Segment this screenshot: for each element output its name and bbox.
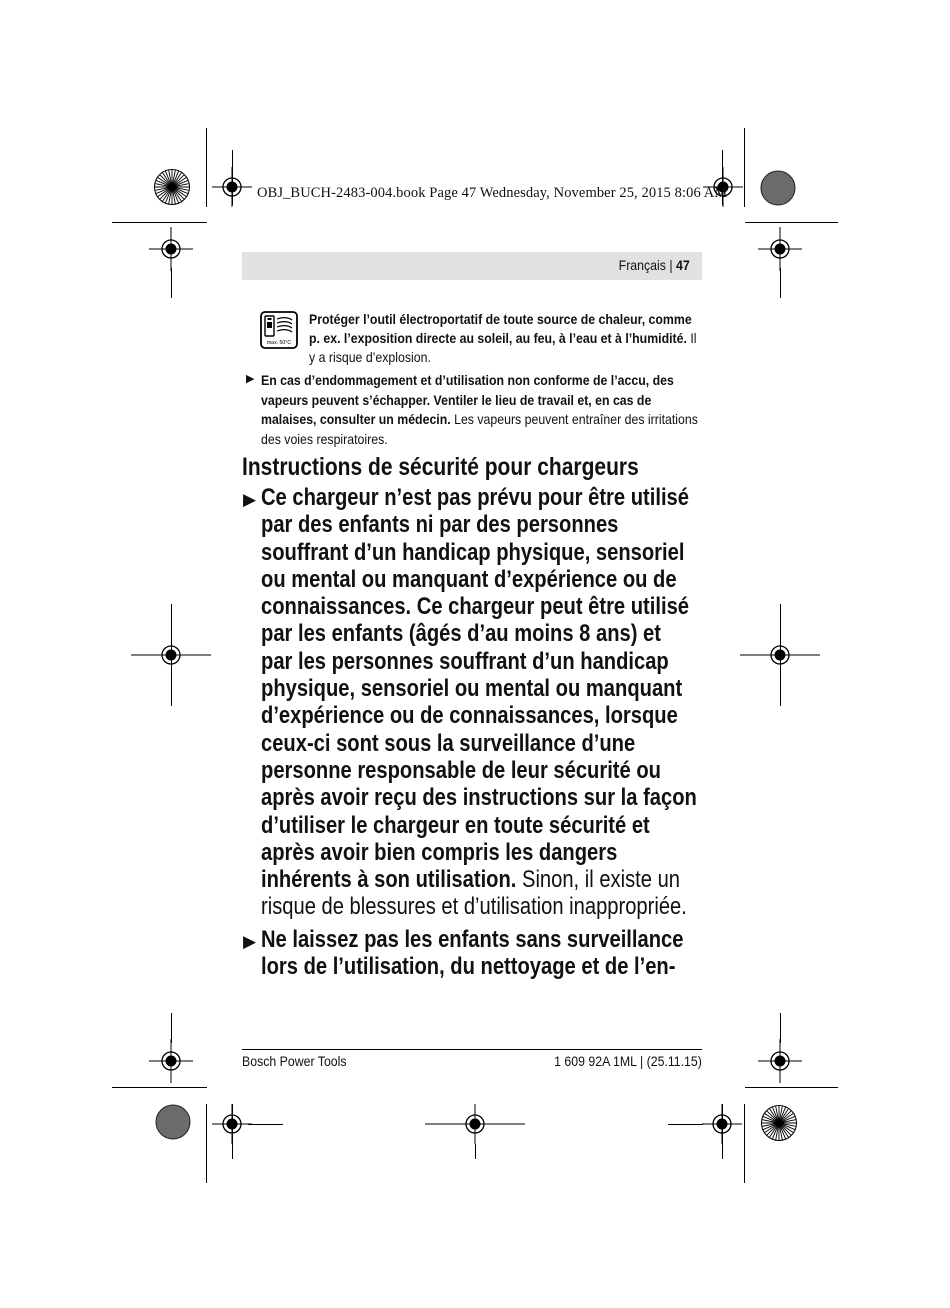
page-header-bar: [242, 252, 702, 280]
max-temperature-50c-icon: [260, 311, 298, 349]
bullet-arrow-icon: ▶: [243, 932, 257, 951]
registration-crosshair-icon: [131, 635, 211, 675]
charger-item-1: [261, 484, 698, 921]
starburst-target-icon: [760, 1104, 798, 1142]
footer-doc-code: 1 609 92A 1ML | (25.11.15): [554, 1053, 702, 1069]
registration-crosshair-icon: [425, 1104, 525, 1144]
charger-item-2: [261, 926, 698, 981]
charger-item-2-bold: Ne laissez pas les enfants sans surveillance lors de l’utilisation, du nettoyage et de l’en-: [261, 926, 684, 981]
registration-crosshair-icon: [740, 635, 820, 675]
starburst-target-icon: [153, 168, 191, 206]
page-header-text: [619, 257, 690, 273]
registration-crosshair-icon: [758, 227, 802, 271]
registration-crosshair-icon: [149, 1039, 193, 1083]
heat-warning-text: [309, 310, 701, 367]
language-label: Français: [618, 257, 667, 273]
bullet-arrow-icon: ▶: [246, 373, 255, 385]
battery-warning-bold: En cas d’endommagement et d’utilisation non conforme de l’accu, des vapeurs peuvent s’échapper. Ventiler le lieu de travail et, en cas de malaises, consulter un médecin.: [261, 372, 674, 427]
book-file-header: OBJ_BUCH-2483-004.book Page 47 Wednesday, November 25, 2015 8:06 AM: [257, 185, 728, 201]
charger-item-1-bold: Ce chargeur n’est pas prévu pour être utilisé par des enfants ni par des personnes souffrant d’un handicap physique, sensoriel ou mental ou manquant d’expérience ou de connaissances. Ce chargeur peut être utilisé par les enfants (âgés d’au moins 8 ans) et par les personnes souffrant d’un handicap physique, sensoriel ou mental ou manquant d’expérience ou de connaissances, lorsque ceux-ci sont sous la surveillance d’une personne responsable de leur sécurité ou après avoir reçu des instructions sur la façon d’utiliser le chargeur en toute sécurité et après avoir bien compris les dangers inhérents à son utilisation.: [261, 484, 697, 894]
header-separator: |: [666, 257, 677, 273]
grey-density-circle-icon: [155, 1104, 191, 1140]
icon-label: max. 50°C: [266, 340, 292, 346]
heat-warning-normal: Il y a risque d’explosion.: [309, 330, 697, 365]
section-title: Instructions de sécurité pour chargeurs: [242, 453, 639, 481]
page-number: 47: [676, 257, 690, 273]
battery-warning-normal: Les vapeurs peuvent entraîner des irritations des voies respiratoires.: [261, 411, 698, 447]
charger-item-1-normal: Sinon, il existe un risque de blessures et d’utilisation inappropriée.: [261, 866, 687, 921]
footer-brand: Bosch Power Tools: [242, 1053, 347, 1069]
footer-divider: [242, 1049, 702, 1050]
bullet-arrow-icon: ▶: [243, 490, 257, 509]
heat-warning-bold: Protéger l’outil électroportatif de toute source de chaleur, comme p. ex. l’exposition directe au soleil, au feu, à l’eau et à l’humidité.: [309, 311, 692, 346]
registration-crosshair-icon: [149, 227, 193, 271]
battery-warning-text: [261, 371, 701, 449]
registration-crosshair-icon: [758, 1039, 802, 1083]
grey-density-circle-icon: [760, 170, 796, 206]
